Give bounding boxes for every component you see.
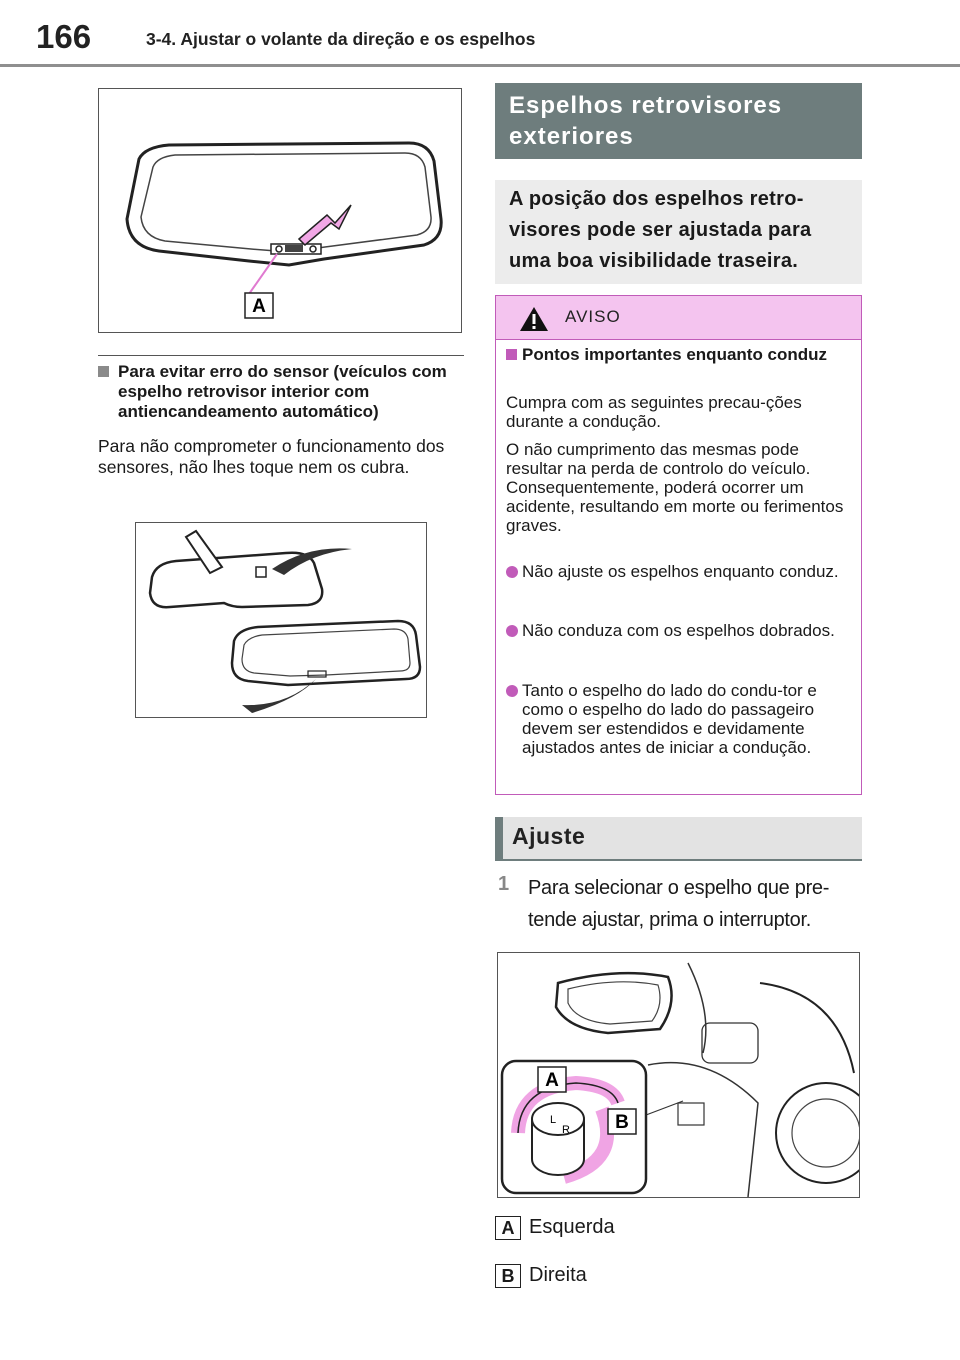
round-bullet-icon bbox=[506, 625, 518, 637]
sensor-heading bbox=[98, 362, 466, 422]
warning-bullet-1: Não ajuste os espelhos enquanto conduz. bbox=[522, 562, 839, 581]
figure1-label-a: A bbox=[252, 296, 266, 317]
sensor-body: Para não comprometer o funcionamento dos sensores, não lhes toque nem os cubra. bbox=[98, 436, 445, 477]
warning-para2: O não cumprimento das mesmas pode resultar na perda de controlo do veículo. Consequentemente, poderá ocorrer um acidente, resultando em morte ou ferimentos graves. bbox=[506, 440, 844, 535]
legend-key-a: A bbox=[495, 1216, 521, 1240]
knob-right-label: R bbox=[562, 1124, 570, 1136]
intro-line2: visores pode ser ajustada para bbox=[509, 219, 812, 241]
sensor-mirror-drawing bbox=[136, 523, 426, 717]
legend-text-left: Esquerda bbox=[529, 1216, 615, 1238]
round-bullet-icon bbox=[506, 566, 518, 578]
square-bullet-icon bbox=[506, 349, 517, 360]
exterior-mirrors-banner bbox=[495, 83, 862, 159]
exterior-banner-line1: Espelhos retrovisores bbox=[509, 92, 783, 119]
figure3-label-b: B bbox=[615, 1112, 629, 1133]
section-rule bbox=[98, 355, 464, 356]
mirror-switch-drawing bbox=[498, 953, 859, 1197]
figure3-label-a: A bbox=[545, 1070, 559, 1091]
interior-mirror-drawing bbox=[99, 89, 461, 332]
warning-subheading: Pontos importantes enquanto conduz bbox=[522, 345, 828, 364]
ajuste-banner bbox=[495, 817, 862, 861]
warning-bullet-2: Não conduza com os espelhos dobrados. bbox=[522, 621, 835, 640]
warning-title: AVISO bbox=[565, 307, 621, 326]
round-bullet-icon bbox=[506, 685, 518, 697]
exterior-banner-line2: exteriores bbox=[509, 123, 634, 150]
warning-header bbox=[496, 296, 861, 340]
interior-mirror-figure bbox=[98, 88, 462, 333]
warning-bullet-3: Tanto o espelho do lado do condu-tor e como o espelho do lado do passageiro devem ser estendidos e devidamente ajustados antes de iniciar a condução. bbox=[522, 681, 817, 757]
sensor-heading-text: Para evitar erro do sensor (veículos com espelho retrovisor interior com antiencandeamento automático) bbox=[118, 362, 447, 421]
legend-text-right: Direita bbox=[529, 1264, 587, 1286]
intro-box bbox=[495, 180, 862, 284]
sensor-mirror-figure bbox=[135, 522, 427, 718]
square-bullet-icon bbox=[98, 366, 109, 377]
step-number: 1 bbox=[498, 873, 510, 895]
warning-triangle-icon bbox=[519, 306, 549, 332]
knob-left-label: L bbox=[550, 1114, 557, 1126]
header-divider bbox=[0, 64, 960, 67]
legend-key-b: B bbox=[495, 1264, 521, 1288]
warning-para1: Cumpra com as seguintes precau-ções durante a condução. bbox=[506, 393, 802, 431]
ajuste-title: Ajuste bbox=[512, 823, 586, 849]
section-title: 3-4. Ajustar o volante da direção e os espelhos bbox=[146, 29, 536, 49]
intro-line3: uma boa visibilidade traseira. bbox=[509, 250, 799, 272]
page-number: 166 bbox=[36, 18, 92, 55]
step-text: Para selecionar o espelho que pre-tende ajustar, prima o interruptor. bbox=[528, 877, 830, 931]
ajuste-rule bbox=[495, 859, 862, 861]
mirror-switch-figure bbox=[497, 952, 860, 1198]
warning-box bbox=[495, 295, 862, 795]
intro-line1: A posição dos espelhos retro- bbox=[509, 188, 804, 210]
